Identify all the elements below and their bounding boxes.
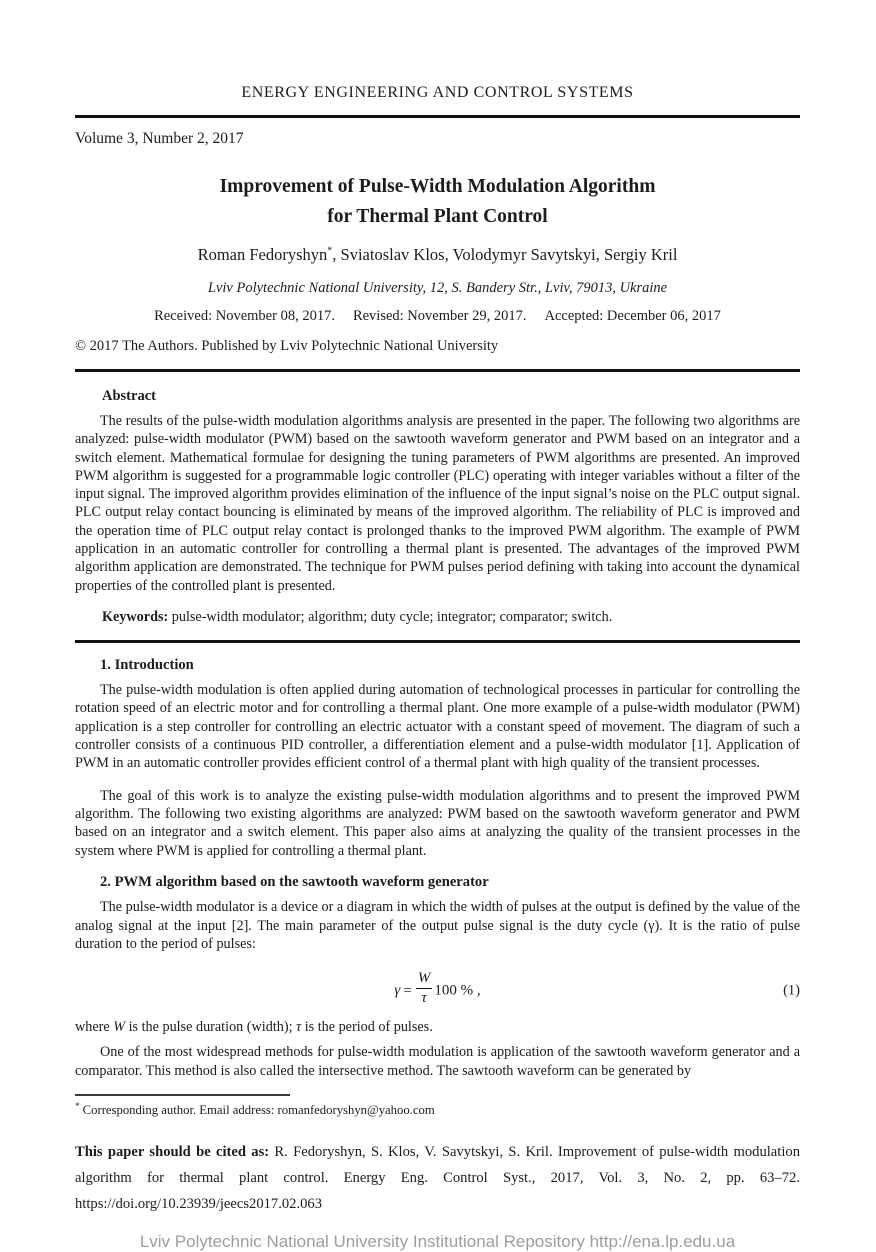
citation-text: R. Fedoryshyn, S. Klos, V. Savytskyi, S. Kril. Improvement of pulse-width modulation algorithm for thermal plant control. Energy Eng. Control Syst., 2017, Vol. 3, No. 2, pp. 63–72. https://doi.org/10.23939/jeecs2017.02.063: [75, 1143, 800, 1212]
equation-fraction: [416, 971, 433, 1007]
paper-title-line1: Improvement of Pulse-Width Modulation Algorithm: [219, 176, 656, 197]
dates-line: [75, 308, 800, 325]
introduction-paragraph-2: The goal of this work is to analyze the existing pulse-width modulation algorithms and to present the improved PWM algorithm. The following two existing algorithms are analyzed: PWM based on the sawtooth waveform generator and PWM based on an integrator and a switch element. This paper also aims at analyzing the quality of the transient processes in the system where PWM is applied for controlling a thermal plant.: [75, 787, 800, 859]
pwm-paragraph-2: One of the most widespread methods for pulse-width modulation is application of the sawtooth waveform generator and a comparator. This method is also called the intersective method. The sawtooth waveform can be generated by: [75, 1044, 800, 1079]
affiliation: Lviv Polytechnic National University, 12, S. Bandery Str., Lviv, 79013, Ukraine: [207, 280, 668, 296]
where-var-tau: τ: [296, 1019, 302, 1036]
equation-number: (1): [783, 982, 800, 999]
where-post: is the period of pulses.: [301, 1019, 433, 1036]
header-divider: [75, 115, 800, 118]
repository-footer: Lviv Polytechnic National University Institutional Repository http://ena.lp.edu.ua: [139, 1231, 736, 1251]
pwm-paragraph-1: The pulse-width modulator is a device or a diagram in which the width of pulses at the output is defined by the value of the analog signal at the input [2]. The main parameter of the output pulse signal is the duty cycle (γ). It is the ratio of pulse duration to the period of pulses:: [75, 899, 800, 952]
paper-title-line2: for Thermal Plant Control: [327, 206, 548, 227]
keywords-label: Keywords:: [102, 609, 169, 626]
keywords-line: [75, 609, 800, 626]
equation-1: [75, 970, 800, 1009]
revised-date: Revised: November 29, 2017.: [352, 308, 527, 324]
where-mid: is the pulse duration (width);: [125, 1019, 297, 1036]
corresponding-author-asterisk: *: [327, 245, 333, 257]
copyright-line: © 2017 The Authors. Published by Lviv Polytechnic National University: [75, 338, 499, 354]
abstract-heading: Abstract: [102, 388, 156, 404]
where-pre: where: [75, 1019, 114, 1036]
abstract-top-divider: [75, 369, 800, 372]
body-top-divider: [75, 640, 800, 643]
equation-1-row: [75, 967, 800, 1015]
authors-line: [75, 245, 800, 265]
equation-comma: ,: [473, 982, 481, 999]
authors-rest: , Sviatoslav Klos, Volodymyr Savytskyi, Sergiy Kril: [332, 245, 678, 264]
received-date: Received: November 08, 2017.: [154, 308, 335, 324]
equation-equals: =: [403, 982, 412, 999]
section-heading-pwm-algorithm: 2. PWM algorithm based on the sawtooth waveform generator: [100, 874, 489, 891]
volume-line: Volume 3, Number 2, 2017: [75, 130, 244, 147]
citation-paragraph: [75, 1139, 800, 1217]
footnote-text: Corresponding author. Email address: romanfedoryshyn@yahoo.com: [79, 1102, 435, 1117]
where-var-w: W: [113, 1019, 126, 1036]
corresponding-author-footnote: [75, 1100, 800, 1118]
introduction-paragraph-1: The pulse-width modulation is often applied during automation of technological processes in particular for controlling the rotation speed of an electric motor and for controlling a thermal plant. One more example of a pulse-width modulator (PWM) application is a step controller for controlling an electric actuator with a constant speed of movement. The diagram of such a controller consists of a continuous PID controller, a differentiation element and a pulse-width modulator [1]. Application of PWM in an automatic controller provides efficient control of a thermal plant with high quality of the transient processes.: [75, 682, 800, 772]
paper-title: [75, 172, 800, 232]
equation-gamma: γ: [394, 982, 401, 999]
keywords-text: pulse-width modulator; algorithm; duty cycle; integrator; comparator; switch.: [168, 609, 613, 626]
footnote-marker: *: [75, 1100, 80, 1111]
equation-where-line: [75, 1019, 800, 1036]
accepted-date: Accepted: December 06, 2017: [544, 308, 721, 324]
abstract-body: The results of the pulse-width modulation algorithms analysis are presented in the paper. The following two algorithms are analyzed: pulse-width modulator (PWM) based on the sawtooth waveform generator and PWM based on an integrator and a switch element. Mathematical formulae for designing the tuning parameters of PWM algorithms are presented. An improved PWM algorithm is suggested for a programmable logic controller (PLC) operating with integer variables without a filter of the input signal. The improved algorithm provides elimination of the influence of the input signal’s noise on the PLC output signal. PLC output relay contact bouncing is eliminated by means of the improved algorithm. The reliability of PLC is improved and the operation time of PLC output relay contact is prolonged thanks to the improved PWM algorithm. The example of PWM application in an automatic controller for controlling a thermal plant is presented. The advantages of the improved PWM algorithm application are demonstrated. The technique for PWM pulses period defining with taking into account the dynamical properties of the controlled plant is presented.: [75, 413, 800, 594]
equation-numerator: W: [416, 971, 433, 989]
equation-rhs: 100 %: [434, 982, 474, 999]
author-first: Roman Fedoryshyn: [197, 245, 328, 264]
equation-denominator: τ: [421, 990, 427, 1007]
journal-name: ENERGY ENGINEERING AND CONTROL SYSTEMS: [241, 84, 634, 101]
footnote-divider: [75, 1094, 290, 1096]
citation-label: This paper should be cited as:: [75, 1143, 270, 1160]
section-heading-introduction: 1. Introduction: [100, 657, 194, 674]
